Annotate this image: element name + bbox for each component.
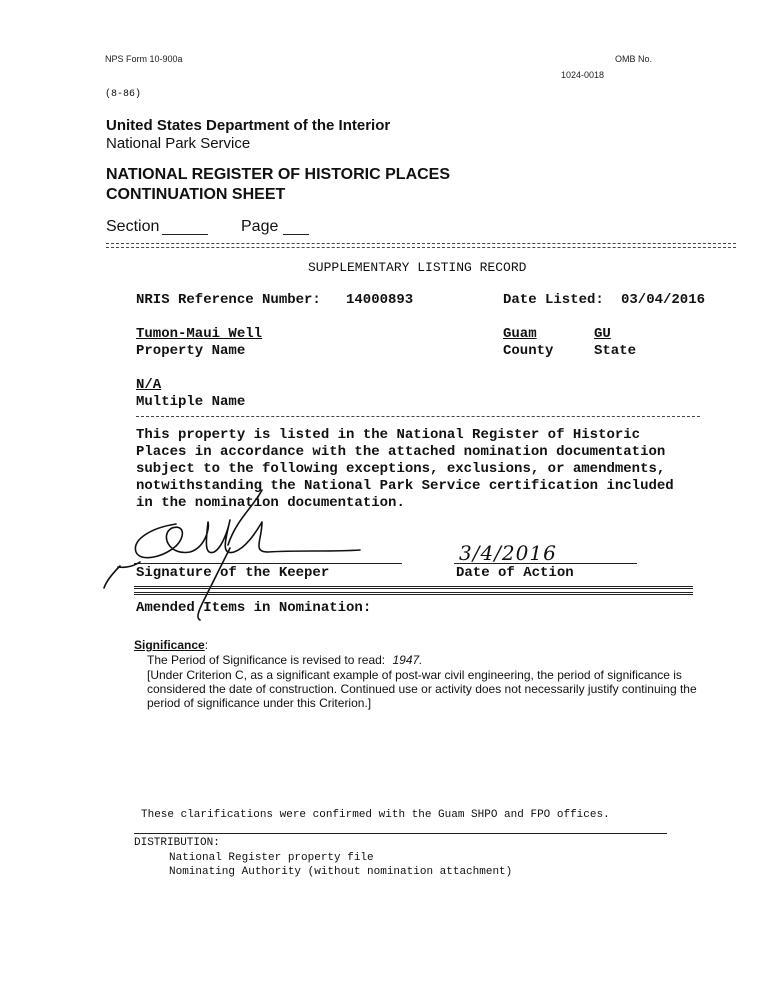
date-of-action-label: Date of Action <box>456 565 574 581</box>
significance-line-2: considered the date of construction. Continued use or activity does not necessarily justify continuing the <box>147 682 697 696</box>
omb-label: OMB No. <box>615 54 653 64</box>
distribution-label: DISTRIBUTION: <box>134 837 220 849</box>
signature-label: Signature of the Keeper <box>136 565 330 581</box>
significance-line-3: period of significance under this Criterion.] <box>147 696 372 710</box>
county-label: County <box>503 343 554 359</box>
distribution-divider <box>134 833 667 834</box>
significance-heading-row <box>134 638 208 652</box>
nris-label: NRIS Reference Number: <box>136 292 321 308</box>
section-label: Section <box>106 218 160 235</box>
clarification-text: These clarifications were confirmed with the Guam SHPO and FPO offices. <box>141 809 610 821</box>
page-label: Page <box>241 218 279 235</box>
page-title-line1: NATIONAL REGISTER OF HISTORIC PLACES <box>106 166 451 183</box>
page-title-line2: CONTINUATION SHEET <box>106 186 286 203</box>
amended-divider-2 <box>134 592 693 595</box>
record-heading: SUPPLEMENTARY LISTING RECORD <box>308 260 527 275</box>
handwritten-date: 3/4/2016 <box>459 541 557 565</box>
statement-line-3: subject to the following exceptions, exclusions, or amendments, <box>136 461 666 477</box>
statement-line-1: This property is listed in the National Register of Historic <box>136 427 641 443</box>
amended-divider <box>134 586 693 589</box>
significance-revised-text: The Period of Significance is revised to read: <box>147 653 386 667</box>
property-name-label: Property Name <box>136 343 246 359</box>
form-date: (8-86) <box>105 89 142 100</box>
statement-line-4: notwithstanding the National Park Service certification included <box>136 478 674 494</box>
property-name-value: Tumon-Maui Well <box>136 326 263 342</box>
county-value: Guam <box>503 326 537 342</box>
form-id: NPS Form 10-900a <box>105 54 183 64</box>
significance-heading: Significance <box>134 638 205 652</box>
statement-line-5: in the nomination documentation. <box>136 495 405 511</box>
date-listed-value: 03/04/2016 <box>621 292 706 308</box>
multiple-name-label: Multiple Name <box>136 394 246 410</box>
multiple-name-value: N/A <box>136 377 162 393</box>
omb-number: 1024-0018 <box>561 70 605 80</box>
statement-line-2: Places in accordance with the attached nomination documentation <box>136 444 666 460</box>
state-label: State <box>594 343 637 359</box>
amended-label: Amended Items in Nomination: <box>136 600 372 616</box>
service-name: National Park Service <box>106 135 251 152</box>
state-value: GU <box>594 326 611 342</box>
distribution-item: Nominating Authority (without nomination attachment) <box>169 866 513 878</box>
significance-line-1: [Under Criterion C, as a significant example of post-war civil engineering, the period of significance is <box>147 668 682 682</box>
distribution-item: National Register property file <box>169 852 374 864</box>
department-name: United States Department of the Interior <box>106 117 391 134</box>
date-listed-label: Date Listed: <box>503 292 604 308</box>
significance-revised-row <box>147 653 423 667</box>
significance-heading-suffix: : <box>204 638 209 652</box>
significance-revised-value: 1947. <box>392 653 423 667</box>
nris-value: 14000893 <box>346 292 414 308</box>
